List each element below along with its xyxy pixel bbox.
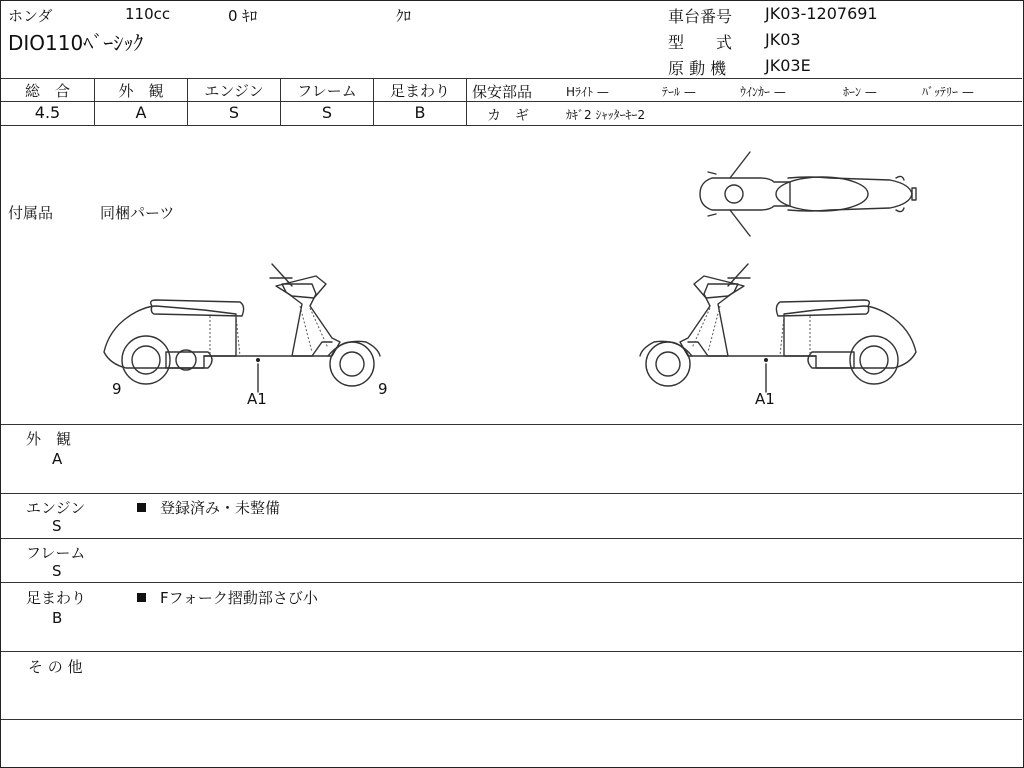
color: ｸﾛ bbox=[396, 7, 412, 25]
rating-label: 外 観 bbox=[118, 82, 164, 100]
divider bbox=[1, 424, 1022, 425]
left-rear-mark: 9 bbox=[378, 380, 388, 398]
left-center-mark: A1 bbox=[247, 390, 267, 408]
section-note-suspension bbox=[137, 587, 318, 608]
section-grade-frame: S bbox=[52, 562, 62, 580]
engine-label: 原 動 機 bbox=[668, 59, 727, 78]
mileage: 0 ｷﾛ bbox=[228, 7, 258, 25]
scooter-right-side-diagram bbox=[632, 256, 924, 400]
divider bbox=[466, 78, 467, 125]
model-name: DIO110ﾍﾞｰｼｯｸ bbox=[8, 31, 144, 55]
scooter-left-side-diagram bbox=[96, 256, 388, 400]
section-note-engine bbox=[137, 497, 280, 518]
rating-value: A bbox=[135, 103, 147, 122]
note-text: Fフォーク摺動部さび小 bbox=[160, 589, 318, 607]
displacement: 110cc bbox=[125, 5, 171, 23]
safety-item: ﾃｰﾙ — bbox=[662, 85, 696, 99]
safety-item: ﾎｰﾝ — bbox=[843, 85, 877, 99]
section-title-frame: フレーム bbox=[26, 544, 86, 562]
note-text: 登録済み・未整備 bbox=[160, 499, 281, 517]
rating-value: S bbox=[228, 103, 240, 122]
safety-label: 保安部品 bbox=[472, 83, 533, 101]
type-label: 型 式 bbox=[668, 33, 733, 52]
rating-value: B bbox=[414, 103, 426, 122]
section-title-engine: エンジン bbox=[26, 499, 86, 517]
safety-item: ｳｲﾝｶｰ — bbox=[740, 85, 786, 99]
divider bbox=[1, 101, 467, 102]
scooter-top-view-diagram bbox=[690, 148, 922, 240]
maker: ホンダ bbox=[8, 7, 53, 25]
bullet-icon bbox=[137, 593, 146, 602]
divider bbox=[1, 651, 1022, 652]
section-title-suspension: 足まわり bbox=[26, 589, 87, 607]
frame-number-label: 車台番号 bbox=[668, 7, 733, 26]
safety-item: ﾊﾞｯﾃﾘｰ — bbox=[922, 85, 974, 99]
divider bbox=[1, 78, 1022, 79]
divider bbox=[1, 538, 1022, 539]
accessories-label: 付属品 bbox=[8, 204, 54, 222]
section-title-other: そ の 他 bbox=[28, 658, 83, 676]
type-value: JK03 bbox=[765, 30, 801, 49]
divider bbox=[1, 125, 1022, 126]
rating-label: 足まわり bbox=[389, 82, 450, 100]
key-label: カ ギ bbox=[487, 108, 529, 124]
rating-label: エンジン bbox=[204, 82, 264, 100]
divider bbox=[467, 101, 1022, 102]
accessories-value: 同梱パーツ bbox=[100, 204, 175, 222]
section-title-appearance: 外 観 bbox=[26, 430, 72, 448]
section-grade-appearance: A bbox=[52, 450, 63, 468]
left-front-mark: 9 bbox=[112, 380, 122, 398]
rating-value: S bbox=[321, 103, 333, 122]
rating-value: 4.5 bbox=[34, 103, 61, 122]
rating-label: フレーム bbox=[297, 82, 357, 100]
right-center-mark: A1 bbox=[755, 390, 775, 408]
engine-value: JK03E bbox=[765, 56, 811, 75]
frame-number: JK03-1207691 bbox=[765, 4, 878, 23]
rating-label: 総 合 bbox=[24, 82, 70, 100]
section-grade-suspension: B bbox=[52, 609, 63, 627]
section-grade-engine: S bbox=[52, 517, 62, 535]
safety-item: Hﾗｲﾄ — bbox=[566, 85, 609, 99]
divider bbox=[1, 582, 1022, 583]
divider bbox=[1, 493, 1022, 494]
key-value: ｶｷﾞ2 ｼｬｯﾀｰｷｰ2 bbox=[566, 108, 646, 122]
divider bbox=[1, 719, 1022, 720]
bullet-icon bbox=[137, 503, 146, 512]
